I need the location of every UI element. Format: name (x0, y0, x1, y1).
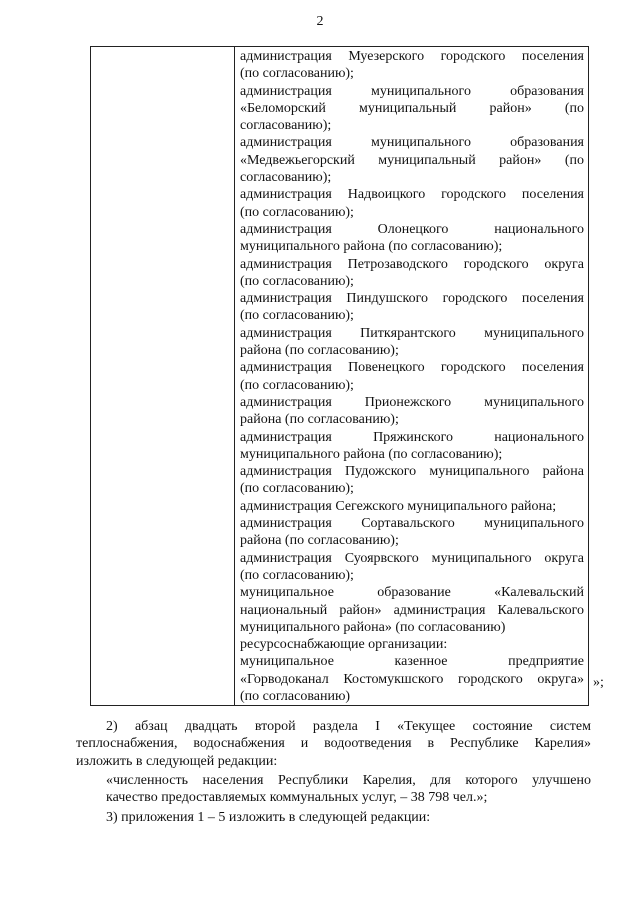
paragraph-line: 2) абзац двадцать второй раздела I «Текущее состояние систем (106, 719, 591, 734)
page-number: 2 (316, 14, 324, 29)
organization-line: (по согласованию); (240, 66, 354, 82)
organization-line: муниципального района» (по согласованию) (240, 619, 506, 635)
organization-line: согласованию); (240, 170, 332, 186)
paragraph-line: изложить в следующей редакции: (76, 753, 278, 769)
organization-line: администрация Надвоицкого городского поселения (240, 187, 584, 203)
organization-line: (по согласованию); (240, 481, 354, 497)
organization-line: национальный район» администрация Калевальского (240, 602, 584, 618)
organization-line: администрация Олонецкого национального (240, 221, 584, 237)
organization-line: администрация муниципального образования (240, 83, 584, 99)
organization-line: администрация Пудожского муниципального района (240, 464, 584, 480)
table-cell-left-empty (91, 47, 235, 706)
organization-line: муниципального района (по согласованию); (240, 446, 503, 462)
organization-line: администрация Прионежского муниципального (240, 394, 584, 410)
paragraph-amendment-2 (76, 718, 591, 770)
organization-line: (по согласованию); (240, 308, 354, 324)
paragraph-line: теплоснабжения, водоснабжения и водоотведения в Республике Карелия» (76, 736, 591, 752)
organization-line: района (по согласованию); (240, 412, 399, 428)
organization-line: администрация муниципального образования (240, 135, 584, 151)
organization-line: (по согласованию); (240, 204, 354, 220)
paragraph-line: 3) приложения 1 – 5 изложить в следующей редакции: (106, 810, 431, 825)
organization-line: (по согласованию); (240, 377, 354, 393)
organization-line: администрация Сегежского муниципального района; (240, 498, 557, 514)
organization-line: администрация Питкярантского муниципального (240, 325, 584, 341)
participants-table (90, 46, 589, 706)
organization-line: согласованию); (240, 118, 332, 134)
organization-line: муниципальное казенное предприятие (240, 654, 584, 670)
paragraph-line: «численность населения Республики Карелия, для которого улучшено (106, 773, 591, 788)
organization-line: муниципальное образование «Калевальский (240, 585, 584, 601)
closing-quote-mark: »; (593, 675, 604, 690)
paragraph-line: качество предоставляемых коммунальных услуг, – 38 798 чел.»; (106, 790, 488, 806)
table-cell-organizations (235, 47, 589, 706)
organization-line: (по согласованию) (240, 688, 351, 704)
organization-line: администрация Суоярвского муниципального округа (240, 550, 584, 566)
organization-line: муниципального района (по согласованию); (240, 239, 503, 255)
organization-line: «Беломорский муниципальный район» (по (240, 100, 584, 116)
paragraph-amendment-3 (76, 809, 591, 826)
organization-line: администрация Муезерского городского поселения (240, 49, 584, 64)
organization-line: «Горводоканал Костомукшского городского округа» (240, 671, 584, 687)
organization-line: района (по согласованию); (240, 343, 399, 359)
organization-line: администрация Сортавальского муниципального (240, 516, 584, 532)
organization-line: «Медвежьегорский муниципальный район» (по (240, 152, 584, 168)
table-row (91, 47, 589, 706)
organization-line: администрация Пиндушского городского поселения (240, 291, 584, 307)
organization-line: администрация Повенецкого городского поселения (240, 360, 584, 376)
organization-line: (по согласованию); (240, 273, 354, 289)
organization-line: администрация Петрозаводского городского округа (240, 256, 584, 272)
organization-line: администрация Пряжинского национального (240, 429, 584, 445)
paragraph-quoted-text (76, 772, 591, 807)
organization-line: ресурсоснабжающие организации: (240, 637, 448, 653)
organization-line: (по согласованию); (240, 567, 354, 583)
organization-line: района (по согласованию); (240, 533, 399, 549)
